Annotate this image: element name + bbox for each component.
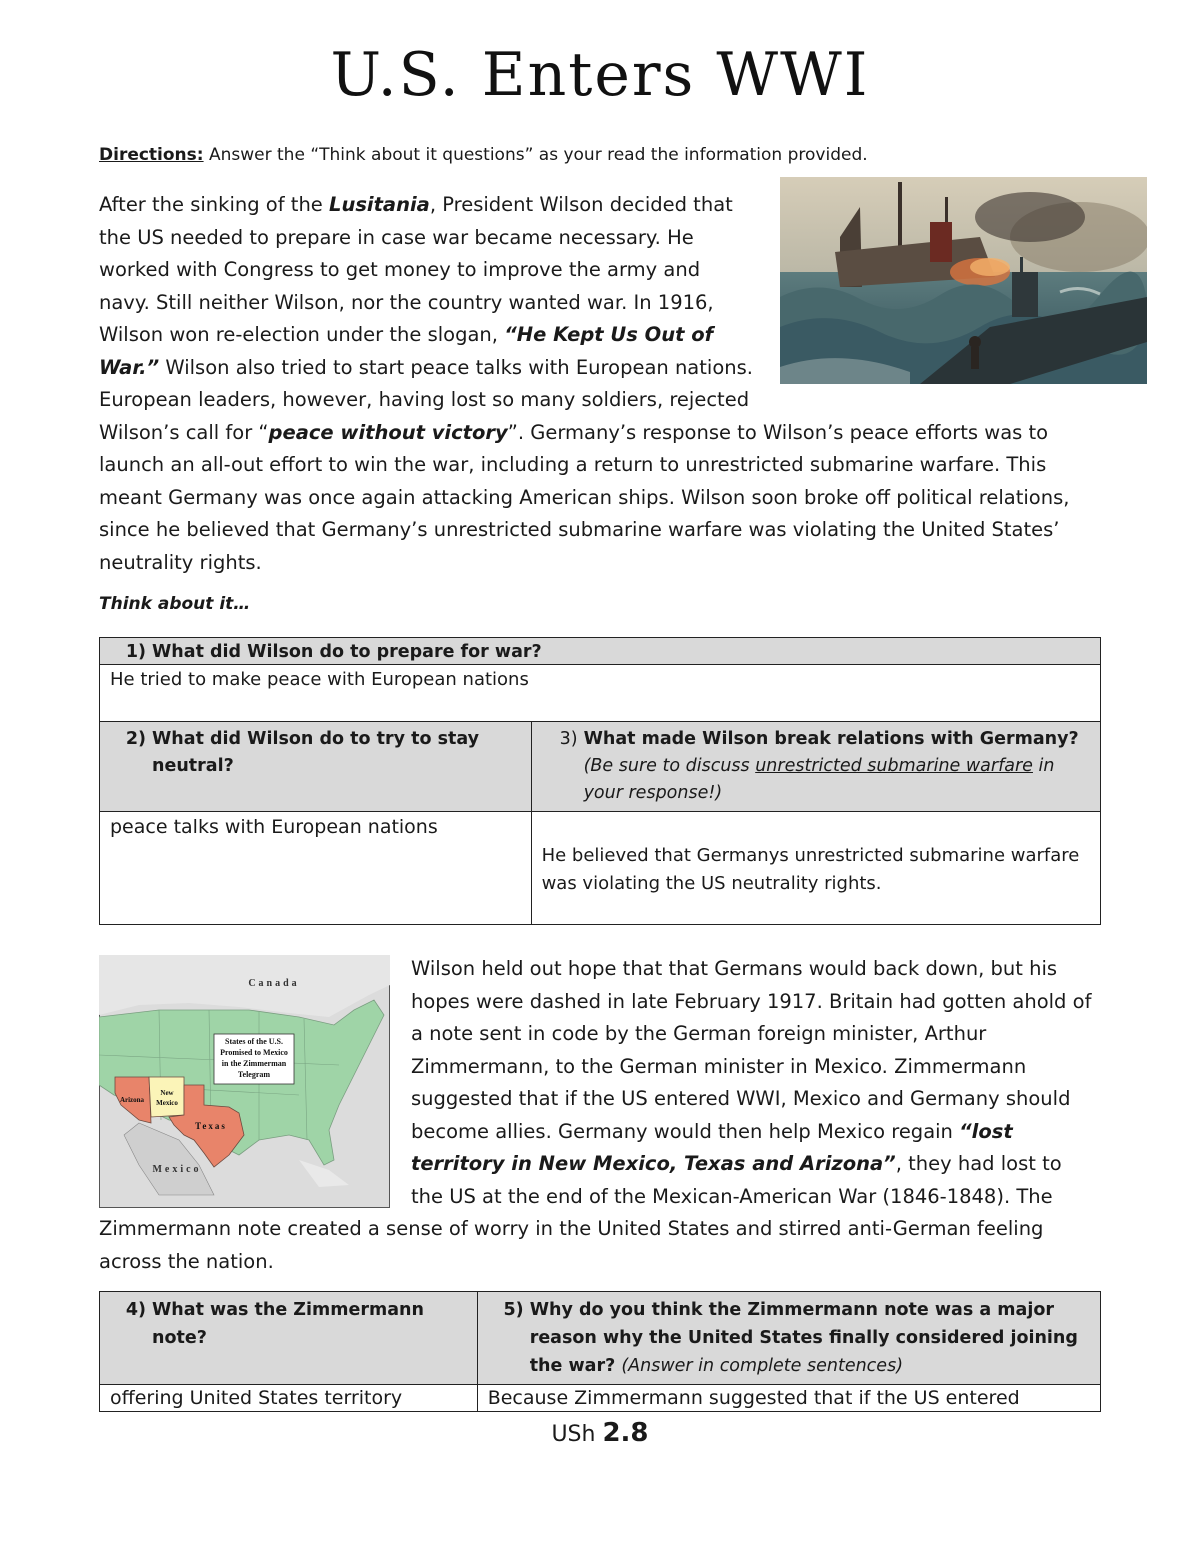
p2-text-1: Wilson held out hope that that Germans would back down, but his hopes were dashed in late February 1917. Britain had gotten ahold of a note sent in code by the German foreign minister, Arthur Zimmermann, to the German minister in Mexico. Zimmermann suggested that if the US entered WWI, Mexico and Germany should become allies. Germany would then help Mexico regain bbox=[411, 957, 1092, 1143]
directions-label: Directions: bbox=[99, 145, 204, 165]
table-row bbox=[100, 812, 1101, 925]
answer-4[interactable]: offering United States territory bbox=[100, 1385, 478, 1412]
table-row bbox=[100, 1385, 1101, 1412]
question-4: 4) What was the Zimmermann note? bbox=[100, 1292, 478, 1385]
submarine-illustration bbox=[780, 177, 1147, 384]
questions-table-2 bbox=[99, 1291, 1101, 1412]
p1-lusitania: Lusitania bbox=[329, 193, 430, 216]
map-label-arizona: Arizona bbox=[119, 1096, 145, 1104]
answer-3[interactable]: He believed that Germanys unrestricted submarine warfare was violating the US neutrality rights. bbox=[531, 812, 1100, 925]
think-about-it-label: Think about it… bbox=[99, 594, 251, 614]
p1-text-1: After the sinking of the bbox=[99, 193, 330, 216]
map-label-mexico-state: Mexico bbox=[156, 1099, 178, 1107]
p1-text-4: ”. Germany’s response to Wilson’s peace efforts was to launch an all-out effort to win the war, including a return to unrestricted submarine warfare. This meant Germany was once again attacking American ships. Wilson soon broke off political relations, since he believed that Germany’s unrestricted submarine warfare was violating the United States’ neutrality rights. bbox=[99, 420, 1070, 574]
p1-text-2: , President Wilson decided that the US needed to prepare in case war became necessary. He worked with Congress to get money to improve the army and navy. Still neither Wilson, nor the country wanted war. In 1916, Wilson won re-election under the slogan, bbox=[99, 193, 733, 346]
map-legend-line-2: Promised to Mexico bbox=[220, 1048, 288, 1057]
map-label-texas: Texas bbox=[195, 1121, 227, 1131]
questions-table-1 bbox=[99, 637, 1101, 925]
answer-2[interactable]: peace talks with European nations bbox=[100, 812, 532, 925]
footer-code bbox=[0, 1418, 1200, 1448]
p2-quote: “lost territory in New Mexico, Texas and Arizona” bbox=[411, 1119, 1013, 1175]
p1-peace: peace without victory bbox=[268, 420, 508, 444]
table-row bbox=[100, 722, 1101, 812]
footer-prefix: USh bbox=[551, 1422, 603, 1447]
table-row bbox=[100, 665, 1101, 722]
zimmermann-map bbox=[99, 955, 390, 1208]
map-label-canada: Canada bbox=[248, 978, 300, 989]
question-2: 2) What did Wilson do to try to stay neutral? bbox=[100, 722, 532, 812]
p1-text-3: Wilson also tried to start peace talks with European nations. European leaders, however, having lost so many soldiers, rejected Wilson’s call for “ bbox=[99, 355, 753, 444]
question-1: 1) What did Wilson do to prepare for war? bbox=[100, 638, 1101, 665]
answer-1[interactable]: He tried to make peace with European nations bbox=[100, 665, 1101, 722]
p2-text-2: , they had lost to the US at the end of the Mexican-American War (1846-1848). The Zimmermann note created a sense of worry in the United States and stirred anti-German feeling across the nation. bbox=[99, 1152, 1062, 1273]
p1-slogan: “He Kept Us Out of War.” bbox=[99, 323, 714, 379]
footer-number: 2.8 bbox=[602, 1418, 649, 1448]
map-label-mexico: Mexico bbox=[152, 1164, 202, 1175]
page-title: U.S. Enters WWI bbox=[330, 40, 870, 110]
map-label-new: New bbox=[160, 1089, 174, 1097]
question-3: 3) What made Wilson break relations with Germany? (Be sure to discuss unrestricted submarine warfare in your response!) bbox=[531, 722, 1100, 812]
table-row bbox=[100, 638, 1101, 665]
table-row bbox=[100, 1292, 1101, 1385]
map-legend-line-1: States of the U.S. bbox=[225, 1037, 283, 1046]
answer-5[interactable]: Because Zimmermann suggested that if the US entered bbox=[477, 1385, 1100, 1412]
map-legend-line-3: in the Zimmerman bbox=[221, 1059, 287, 1068]
directions bbox=[99, 145, 868, 165]
directions-text: Answer the “Think about it questions” as your read the information provided. bbox=[203, 145, 868, 165]
map-legend-line-4: Telegram bbox=[237, 1070, 271, 1079]
question-5: 5) Why do you think the Zimmermann note was a major reason why the United States finally considered joining the war? (Answer in complete sentences) bbox=[477, 1292, 1100, 1385]
